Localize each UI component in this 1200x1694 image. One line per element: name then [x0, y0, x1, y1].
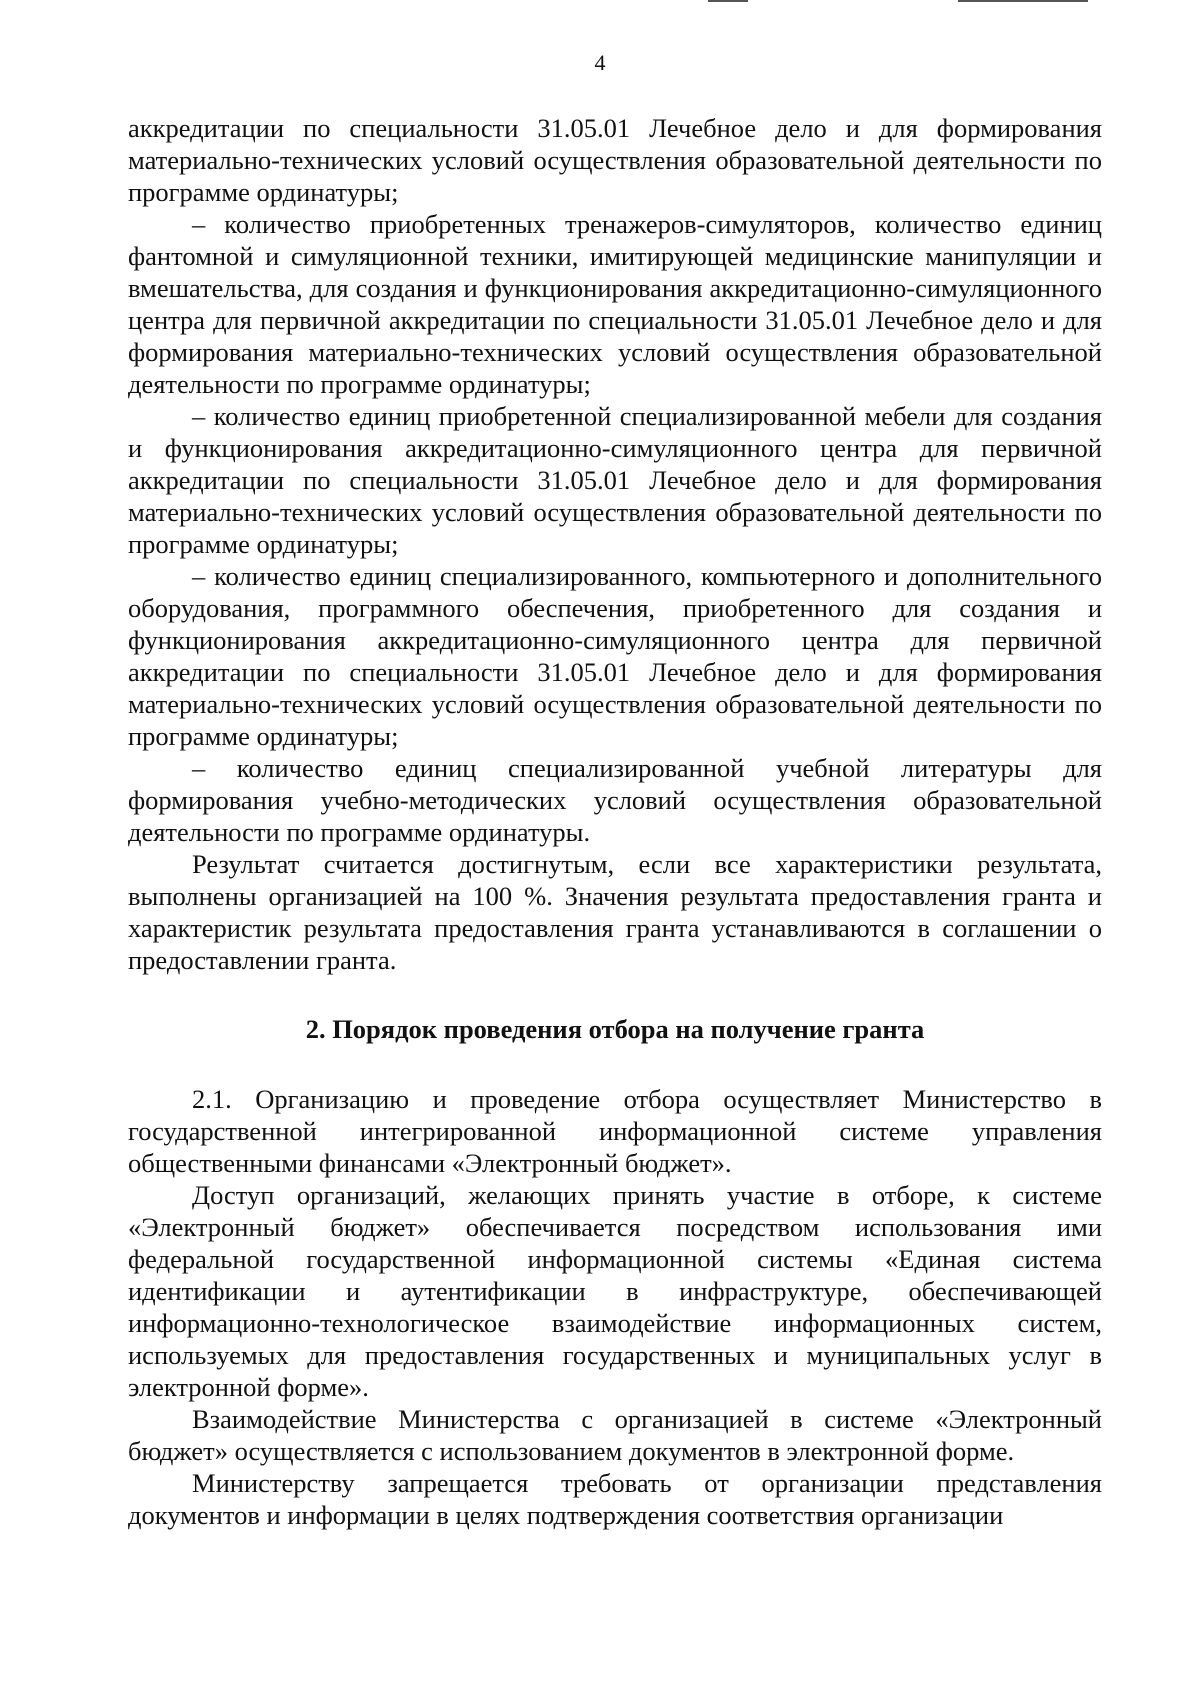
page-number: 4: [594, 50, 606, 75]
document-body: [128, 112, 1102, 1531]
paragraph: Министерству запрещается требовать от организации представления документов и информации в целях подтверждения соответствия организации: [128, 1468, 1102, 1530]
paragraph: – количество единиц приобретенной специализированной мебели для создания и функционирования аккредитационно-симуляционного центра для первичной аккредитации по специальности 31.05.01 Лечебное дело и для формирования материально-технических условий осуществления образовательной деятельности по программе ординатуры;: [128, 401, 1102, 559]
paragraph: Результат считается достигнутым, если все характеристики результата, выполнены организацией на 100 %. Значения результата предоставления гранта и характеристик результата предоставления гранта устанавливаются в соглашении о предоставлении гранта.: [128, 849, 1102, 975]
section-heading: 2. Порядок проведения отбора на получение гранта: [305, 1014, 925, 1044]
scan-edge-mark: [958, 0, 1088, 2]
paragraph: – количество единиц специализированного, компьютерного и дополнительного оборудования, программного обеспечения, приобретенного для создания и функционирования аккредитационно-симуляционного центра для первичной аккредитации по специальности 31.05.01 Лечебное дело и для формирования материально-технических условий осуществления образовательной деятельности по программе ординатуры;: [128, 561, 1102, 751]
paragraph: Доступ организаций, желающих принять участие в отборе, к системе «Электронный бюджет» обеспечивается посредством использования ими федеральной государственной информационной системы «Единая система идентификации и аутентификации в инфраструктуре, обеспечивающей информационно-технологическое взаимодействие информационных систем, используемых для предоставления государственных и муниципальных услуг в электронной форме».: [128, 1180, 1102, 1402]
paragraph: – количество приобретенных тренажеров-симуляторов, количество единиц фантомной и симуляционной техники, имитирующей медицинские манипуляции и вмешательства, для создания и функционирования аккредитационно-симуляционного центра для первичной аккредитации по специальности 31.05.01 Лечебное дело и для формирования материально-технических условий осуществления образовательной деятельности по программе ординатуры;: [128, 209, 1102, 399]
paragraph: – количество единиц специализированной учебной литературы для формирования учебно-методических условий осуществления образовательной деятельности по программе ординатуры.: [128, 753, 1102, 847]
paragraph: 2.1. Организацию и проведение отбора осуществляет Министерство в государственной интегрированной информационной системе управления общественными финансами «Электронный бюджет».: [128, 1084, 1102, 1178]
paragraph: аккредитации по специальности 31.05.01 Лечебное дело и для формирования материально-технических условий осуществления образовательной деятельности по программе ординатуры;: [128, 113, 1102, 207]
scan-edge-mark: [708, 0, 748, 2]
paragraph: Взаимодействие Министерства с организацией в системе «Электронный бюджет» осуществляется с использованием документов в электронной форме.: [128, 1404, 1102, 1466]
